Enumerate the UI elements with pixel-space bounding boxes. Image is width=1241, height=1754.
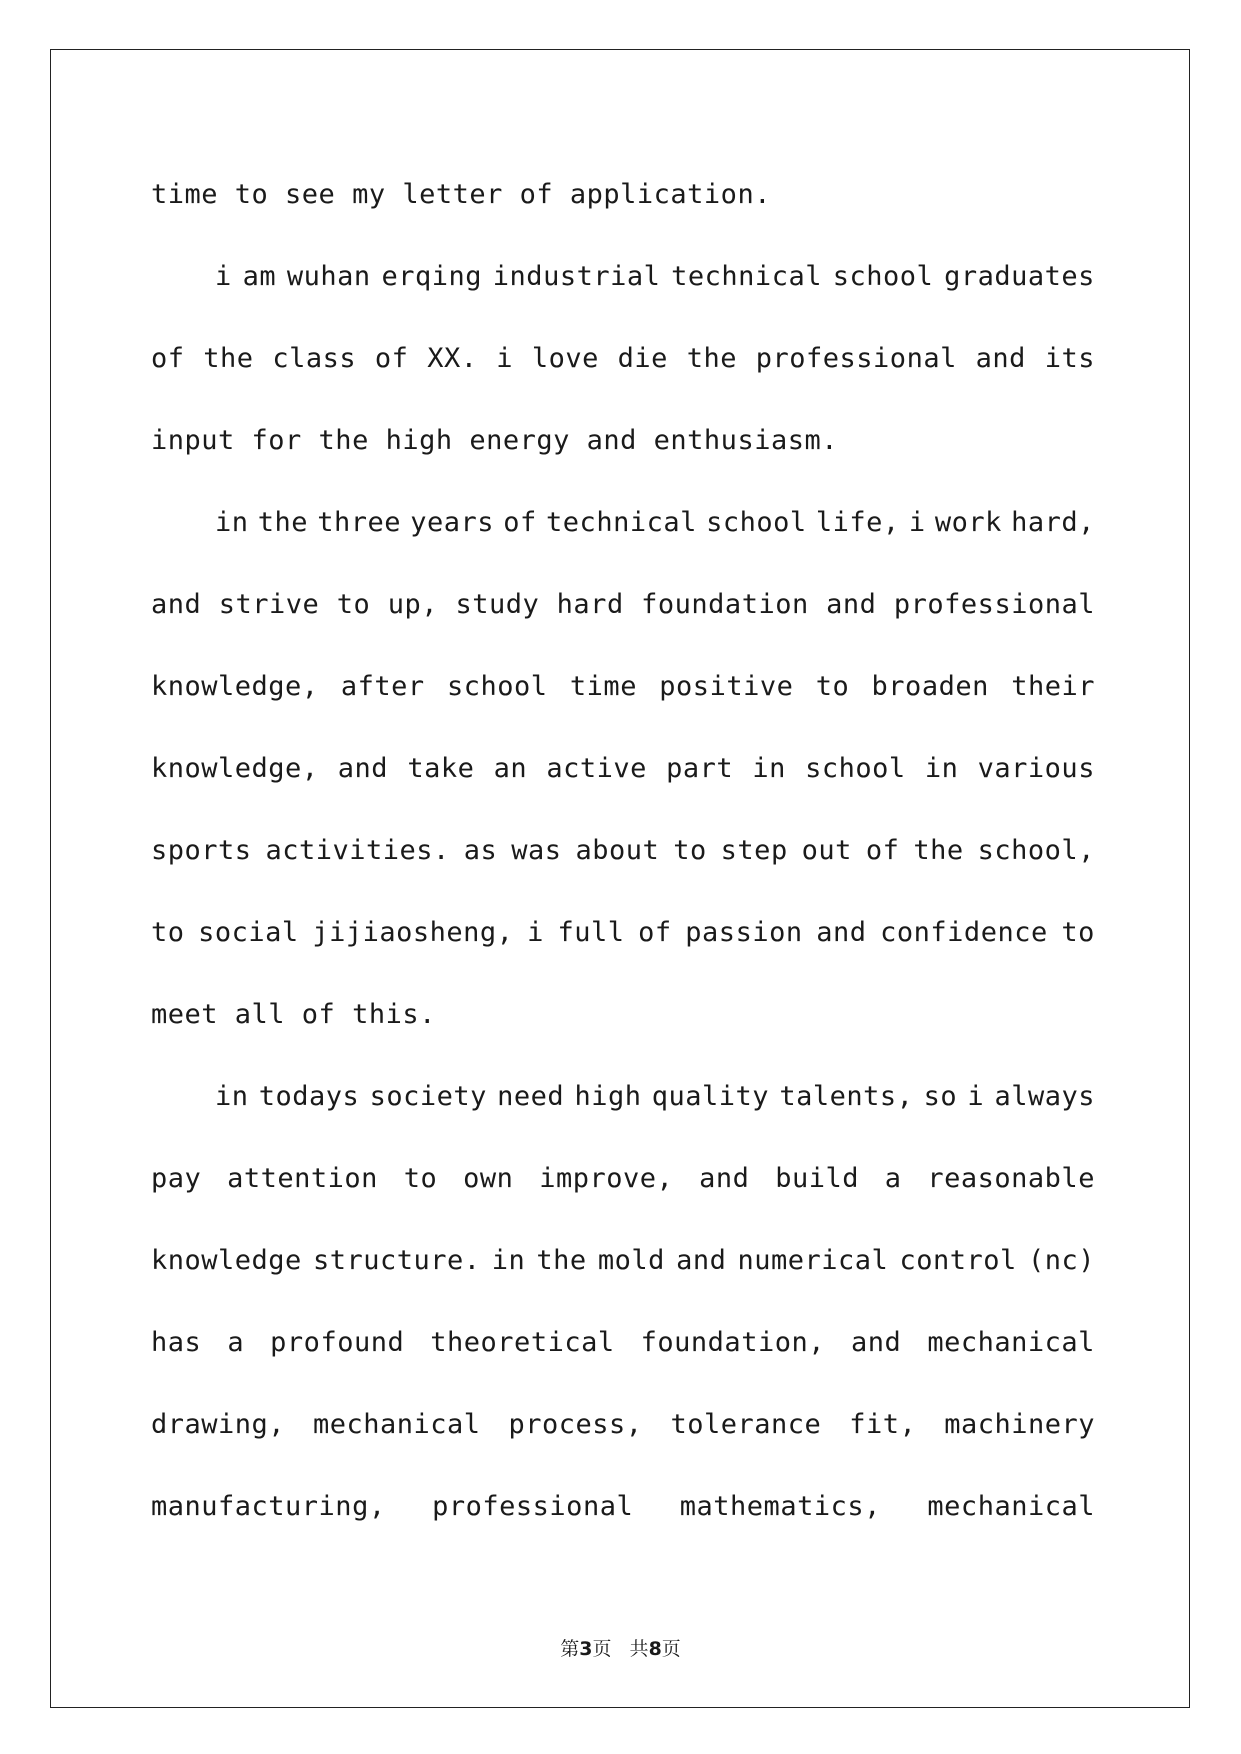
word: society	[369, 1081, 487, 1112]
word: has	[151, 1327, 202, 1358]
word: technical	[546, 507, 697, 538]
word: as	[463, 835, 498, 866]
word: of	[503, 507, 537, 538]
text-line	[151, 1226, 1095, 1308]
word: of	[151, 343, 185, 374]
word: school	[706, 507, 807, 538]
word: of	[638, 917, 672, 948]
word: jijiaosheng,	[312, 917, 514, 948]
word: love	[531, 343, 599, 374]
word: its	[1044, 343, 1095, 374]
footer-middle: 页 共	[592, 1638, 649, 1660]
word: process,	[508, 1409, 643, 1440]
word: mathematics,	[679, 1491, 881, 1522]
text-line	[151, 652, 1095, 734]
word: years	[410, 507, 495, 538]
word: their	[1011, 671, 1095, 702]
word: am	[242, 261, 277, 292]
word: work	[934, 507, 1002, 538]
text-line	[151, 1062, 1095, 1144]
word: knowledge	[151, 1245, 302, 1276]
word: and	[975, 343, 1026, 374]
word: confidence	[880, 917, 1048, 948]
word: active	[546, 753, 647, 784]
word: to	[403, 1163, 438, 1194]
word: foundation,	[640, 1327, 825, 1358]
word: school	[832, 261, 934, 292]
word: study	[455, 589, 540, 620]
text-line	[151, 816, 1095, 898]
word: the	[257, 507, 309, 538]
word: erqing	[381, 261, 482, 292]
word: numerical	[737, 1245, 889, 1276]
word: in	[752, 753, 786, 784]
word: die	[617, 343, 668, 374]
word: mechanical	[927, 1491, 1095, 1522]
word: time	[569, 671, 637, 702]
word: todays	[258, 1081, 360, 1112]
text-line: meet all of this.	[151, 999, 436, 1030]
word: in	[491, 1245, 526, 1276]
word: mold	[597, 1245, 665, 1276]
word: wuhan	[286, 261, 371, 292]
word: theoretical	[430, 1327, 615, 1358]
word: social	[198, 917, 299, 948]
word: so	[923, 1081, 958, 1112]
total-page-number: 8	[648, 1638, 662, 1660]
word: and	[826, 589, 877, 620]
word: attention	[227, 1163, 378, 1194]
word: mechanical	[312, 1409, 481, 1440]
word: of	[865, 835, 900, 866]
word: tolerance	[670, 1409, 822, 1440]
word: of	[374, 343, 409, 374]
word: quality	[651, 1081, 770, 1112]
word: school	[447, 671, 548, 702]
word: i	[967, 1081, 985, 1112]
word: need	[497, 1081, 565, 1112]
word: mechanical	[927, 1327, 1095, 1358]
word: after	[340, 671, 425, 702]
word: a	[884, 1163, 902, 1194]
word: professional	[432, 1491, 634, 1522]
word: XX.	[427, 343, 478, 374]
word: graduates	[944, 261, 1095, 292]
word: three	[317, 507, 402, 538]
word: control	[899, 1245, 1017, 1276]
word: profound	[270, 1327, 405, 1358]
footer-suffix: 页	[661, 1638, 681, 1660]
word: improve,	[539, 1163, 674, 1194]
text-line	[151, 898, 1095, 980]
word: and	[699, 1163, 750, 1194]
word: drawing,	[151, 1409, 286, 1440]
word: fit,	[849, 1409, 917, 1440]
word: about	[575, 835, 660, 866]
word: strive	[218, 589, 320, 620]
text-line	[151, 1472, 1095, 1554]
word: structure.	[312, 1245, 481, 1276]
text-line: input for the high energy and enthusiasm.	[151, 425, 838, 456]
word: the	[913, 835, 964, 866]
word: positive	[659, 671, 794, 702]
word: and	[676, 1245, 727, 1276]
word: i	[527, 917, 544, 948]
word: take	[407, 753, 475, 784]
word: industrial	[492, 261, 661, 292]
text-line	[151, 1144, 1095, 1226]
page-footer	[0, 1634, 1241, 1661]
word: school,	[977, 835, 1095, 866]
word: full	[557, 917, 625, 948]
word: own	[463, 1163, 514, 1194]
word: and	[851, 1327, 902, 1358]
footer-prefix: 第	[560, 1638, 580, 1660]
word: hard	[556, 589, 624, 620]
word: machinery	[944, 1409, 1095, 1440]
word: reasonable	[927, 1163, 1095, 1194]
word: the	[203, 343, 254, 374]
word: activities.	[265, 835, 450, 866]
text-line	[151, 734, 1095, 816]
word: technical	[671, 261, 822, 292]
word: step	[720, 835, 788, 866]
word: out	[801, 835, 852, 866]
word: and	[337, 753, 389, 784]
word: an	[493, 753, 528, 784]
word: various	[977, 753, 1095, 784]
word: school	[805, 753, 906, 784]
word: knowledge,	[151, 753, 319, 784]
word: pay	[151, 1163, 202, 1194]
word: and	[151, 589, 202, 620]
word: and	[816, 917, 867, 948]
word: in	[215, 1081, 249, 1112]
word: professional	[893, 589, 1095, 620]
word: knowledge,	[151, 671, 319, 702]
text-line	[151, 1390, 1095, 1472]
word: to	[151, 917, 185, 948]
document-body	[151, 160, 1095, 1554]
text-line	[151, 242, 1095, 324]
word: part	[666, 753, 734, 784]
current-page-number: 3	[579, 1638, 593, 1660]
word: to	[336, 589, 371, 620]
word: class	[272, 343, 357, 374]
word: in	[924, 753, 959, 784]
word: up,	[387, 589, 438, 620]
text-line: time to see my letter of application.	[151, 179, 771, 210]
word: hard,	[1011, 507, 1095, 538]
text-line	[151, 488, 1095, 570]
word: to	[1061, 917, 1095, 948]
word: (nc)	[1027, 1245, 1095, 1276]
word: talents,	[779, 1081, 914, 1112]
word: passion	[685, 917, 803, 948]
word: manufacturing,	[151, 1491, 386, 1522]
word: i	[215, 261, 232, 292]
text-line	[151, 324, 1095, 406]
text-line	[151, 570, 1095, 652]
word: broaden	[871, 671, 989, 702]
word: foundation	[641, 589, 809, 620]
word: to	[673, 835, 707, 866]
word: the	[536, 1245, 587, 1276]
word: a	[227, 1327, 245, 1358]
word: to	[815, 671, 850, 702]
word: was	[511, 835, 562, 866]
word: build	[775, 1163, 859, 1194]
word: i	[496, 343, 514, 374]
word: life,	[815, 507, 900, 538]
text-line	[151, 1308, 1095, 1390]
word: i	[908, 507, 926, 538]
word: sports	[151, 835, 252, 866]
word: always	[994, 1081, 1095, 1112]
word: professional	[755, 343, 957, 374]
word: in	[215, 507, 249, 538]
word: the	[686, 343, 737, 374]
word: high	[574, 1081, 642, 1112]
